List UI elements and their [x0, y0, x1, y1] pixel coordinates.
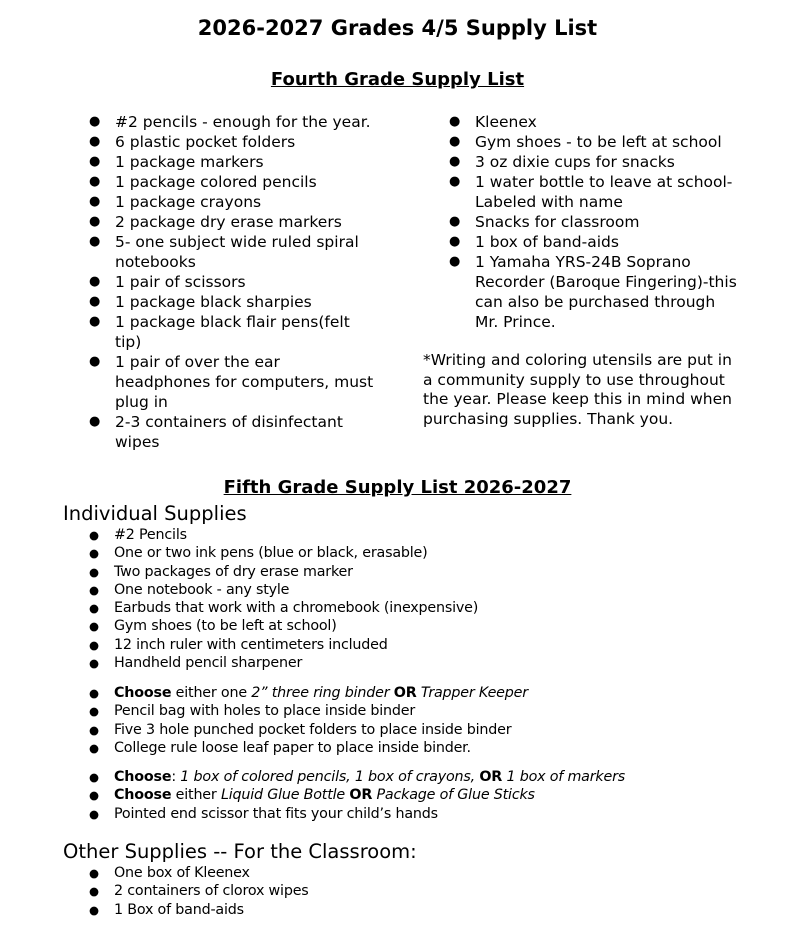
list-item: ● Snacks for classroom	[449, 212, 739, 232]
list-item: ● Two packages of dry erase marker	[89, 563, 478, 581]
list-item: ● Choose: 1 box of colored pencils, 1 box of crayons, OR 1 box of markers	[89, 768, 625, 786]
fifth-grade-heading: Fifth Grade Supply List 2026-2027	[223, 477, 572, 498]
other-supplies-heading: Other Supplies -- For the Classroom:	[63, 840, 417, 863]
page-title: 2026-2027 Grades 4/5 Supply List	[197, 16, 598, 40]
list-item: ● 12 inch ruler with centimeters included	[89, 636, 478, 654]
list-item: ● 2-3 containers of disinfectant wipes	[89, 412, 379, 452]
list-item: ● Handheld pencil sharpener	[89, 654, 478, 672]
list-item: ● 1 package markers	[89, 152, 379, 172]
list-item: ● 1 pair of scissors	[89, 272, 379, 292]
fourth-grade-right-list	[449, 112, 739, 332]
list-item: ● 1 pair of over the ear headphones for computers, must plug in	[89, 352, 379, 412]
list-item: ● #2 pencils - enough for the year.	[89, 112, 379, 132]
list-item: ● 1 package crayons	[89, 192, 379, 212]
list-item: ● Choose either one 2” three ring binder OR Trapper Keeper	[89, 684, 528, 702]
list-item: ● 1 package black sharpies	[89, 292, 379, 312]
list-item: ● 1 Yamaha YRS-24B Soprano Recorder (Baroque Fingering)-this can also be purchased through Mr. Prince.	[449, 252, 739, 332]
list-item: ● College rule loose leaf paper to place inside binder.	[89, 739, 528, 757]
list-item: ● Kleenex	[449, 112, 739, 132]
list-item: ● One notebook - any style	[89, 581, 478, 599]
classroom-supplies-list	[89, 864, 309, 919]
list-item: ● 1 package black flair pens(felt tip)	[89, 312, 379, 352]
list-item: ● Choose either Liquid Glue Bottle OR Package of Glue Sticks	[89, 786, 625, 804]
fourth-grade-heading: Fourth Grade Supply List	[270, 69, 525, 90]
list-item: ● 2 containers of clorox wipes	[89, 882, 309, 900]
list-item: ● 5- one subject wide ruled spiral notebooks	[89, 232, 379, 272]
individual-supplies-list	[89, 526, 478, 672]
list-item: ● 2 package dry erase markers	[89, 212, 379, 232]
list-item: ● 1 box of band-aids	[449, 232, 739, 252]
community-supply-note: *Writing and coloring utensils are put in a community supply to use throughout the year. Please keep this in mind when purchasing supplies. Thank you.	[423, 351, 732, 429]
list-item: ● #2 Pencils	[89, 526, 478, 544]
list-item: ● Five 3 hole punched pocket folders to place inside binder	[89, 721, 528, 739]
list-item: ● Earbuds that work with a chromebook (inexpensive)	[89, 599, 478, 617]
list-item: ● 3 oz dixie cups for snacks	[449, 152, 739, 172]
list-item: ● 1 water bottle to leave at school-Labeled with name	[449, 172, 739, 212]
list-item: ● Pointed end scissor that fits your child’s hands	[89, 805, 625, 823]
list-item: ● Pencil bag with holes to place inside binder	[89, 702, 528, 720]
list-item: ● 1 Box of band-aids	[89, 901, 309, 919]
individual-supplies-heading: Individual Supplies	[63, 502, 247, 525]
list-item: ● Gym shoes - to be left at school	[449, 132, 739, 152]
list-item: ● Gym shoes (to be left at school)	[89, 617, 478, 635]
list-item: ● 6 plastic pocket folders	[89, 132, 379, 152]
list-item: ● One box of Kleenex	[89, 864, 309, 882]
list-item: ● One or two ink pens (blue or black, erasable)	[89, 544, 478, 562]
binder-supplies-list	[89, 684, 528, 757]
list-item: ● 1 package colored pencils	[89, 172, 379, 192]
art-supplies-list	[89, 768, 625, 823]
fourth-grade-left-list	[89, 112, 379, 452]
